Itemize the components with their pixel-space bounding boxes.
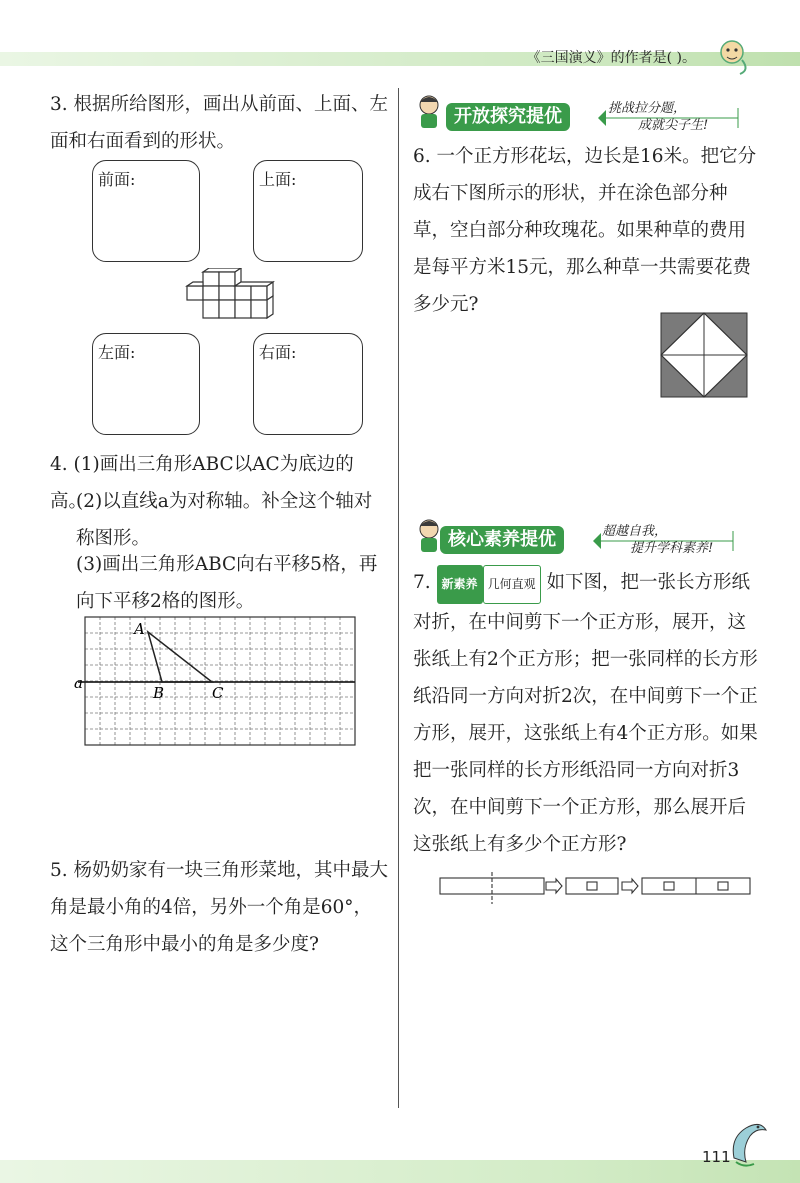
right-view-label: 右面:	[259, 343, 297, 362]
top-view-label: 上面:	[259, 170, 297, 189]
paper-folding-figure	[438, 872, 754, 908]
column-divider	[398, 88, 399, 1108]
slogan-line-3: 超越自我，	[602, 524, 668, 539]
question-5-text: 5. 杨奶奶家有一块三角形菜地，其中最大角是最小角的4倍，另外一个角是60°，这个三角形中最小的角是多少度?	[50, 860, 389, 955]
bottom-decorative-bar	[0, 1160, 800, 1183]
slogan-line-2: 成就尖子生!	[638, 118, 709, 133]
monkey-mascot-icon	[702, 30, 752, 78]
left-view-box[interactable]	[92, 333, 200, 435]
page-number: 111	[702, 1148, 731, 1166]
question-3-text: 3. 根据所给图形，画出从前面、上面、左面和右面看到的形状。	[50, 94, 389, 152]
front-view-label: 前面:	[98, 170, 136, 189]
right-view-box[interactable]	[253, 333, 363, 435]
question-7-body: 如下图，把一张长方形纸对折，在中间剪下一个正方形，展开，这张纸上有2个正方形；把一张同样的长方形纸沿同一方向对折2次，在中间剪下一个正方形，展开，这张纸上有4个正方形。如果把一张同样的长方形纸沿同一方向对折3次，在中间剪下一个正方形，那么展开后这张纸上有多少个正方形?	[413, 572, 758, 855]
geometry-intuition-badge: 几何直观	[483, 565, 541, 604]
question-4-part-1: 4. (1)画出三角形ABC以AC为底边的高。	[50, 454, 354, 512]
slogan-line-1: 挑战拉分题，	[608, 101, 687, 116]
point-b-label: B	[153, 684, 165, 702]
header-quiz-question: 《三国演义》的作者是( )。	[526, 50, 696, 66]
section-banner-open-inquiry: 开放探究提优	[446, 103, 570, 131]
axis-a-label: a	[74, 674, 83, 692]
top-view-box[interactable]	[253, 160, 363, 262]
new-literacy-badge: 新素养	[437, 565, 483, 604]
question-6-text: 6. 一个正方形花坛，边长是16米。把它分成右下图所示的形状，并在涂色部分种草，空白部分种玫瑰花。如果种草的费用是每平方米15元，那么种草一共需要花费多少元?	[413, 146, 757, 315]
slogan-line-4: 提升学科素养!	[630, 541, 714, 556]
square-flowerbed-figure	[660, 312, 748, 398]
dolphin-icon	[726, 1118, 770, 1170]
section-banner-core-literacy: 核心素养提优	[440, 526, 564, 554]
question-4-part-3: (3)画出三角形ABC向右平移5格，再向下平移2格的图形。	[76, 554, 378, 612]
front-view-box[interactable]	[92, 160, 200, 262]
student-mascot-icon	[412, 92, 446, 132]
cube-stack-figure	[183, 268, 283, 326]
point-c-label: C	[212, 684, 224, 702]
question-7-number: 7.	[413, 572, 431, 593]
left-view-label: 左面:	[98, 343, 136, 362]
point-a-label: A	[134, 620, 145, 638]
question-7-text	[413, 564, 758, 863]
question-4-part-2: (2)以直线a为对称轴。补全这个轴对称图形。	[76, 491, 373, 549]
grid-triangle-figure	[70, 612, 370, 752]
